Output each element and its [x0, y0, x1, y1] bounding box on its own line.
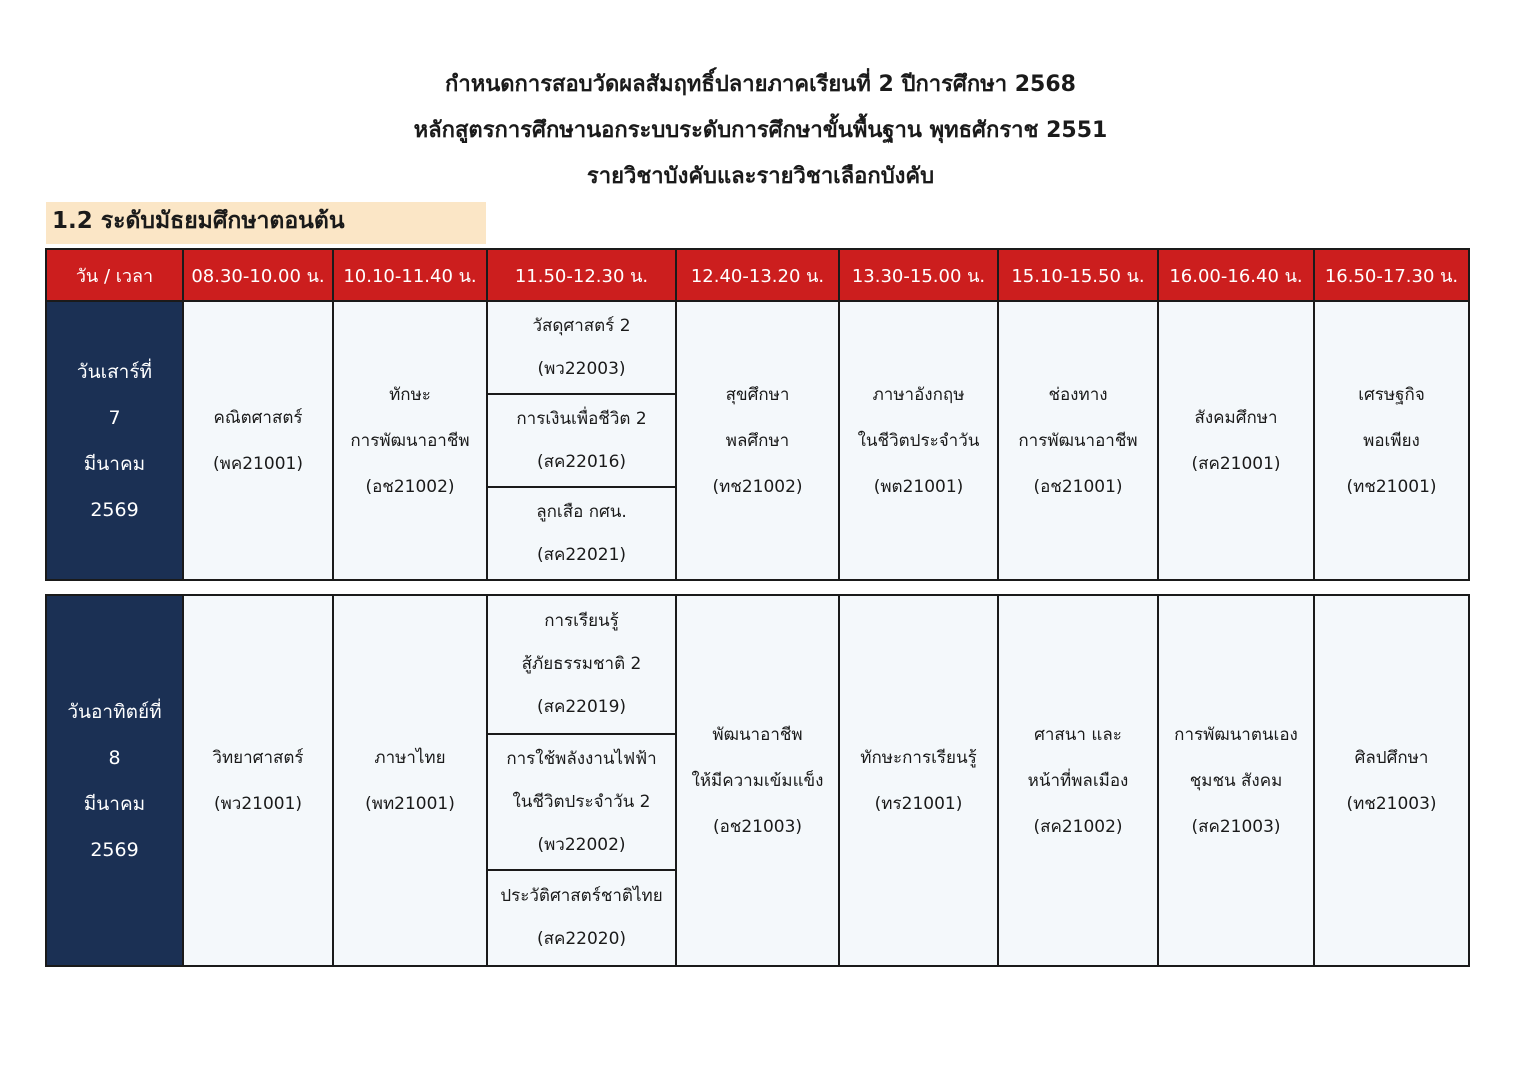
title-line-1: กำหนดการสอบวัดผลสัมฤทธิ์ปลายภาคเรียนที่ 2 ปีการศึกษา 2568 — [445, 72, 1076, 97]
schedule-day-1 — [45, 300, 1470, 581]
subject-cell: ภาษาอังกฤษ ในชีวิตประจำวัน (พต21001) — [839, 301, 998, 580]
header-slot-8: 16.50-17.30 น. — [1314, 249, 1469, 302]
subject-cell: ประวัติศาสตร์ชาติไทย (สค22020) — [487, 870, 676, 966]
subject-cell: พัฒนาอาชีพ ให้มีความเข้มแข็ง (อช21003) — [676, 595, 839, 966]
title-line-2: หลักสูตรการศึกษานอกระบบระดับการศึกษาขั้นพื้นฐาน พุทธศักราช 2551 — [413, 118, 1108, 143]
header-day-time: วัน / เวลา — [46, 249, 183, 302]
document-title-block — [0, 62, 1521, 200]
subject-cell: ทักษะ การพัฒนาอาชีพ (อช21002) — [333, 301, 487, 580]
header-slot-3: 11.50-12.30 น. — [487, 249, 676, 302]
subject-cell: ช่องทาง การพัฒนาอาชีพ (อช21001) — [998, 301, 1158, 580]
subject-cell: เศรษฐกิจ พอเพียง (ทช21001) — [1314, 301, 1469, 580]
day-cell: วันอาทิตย์ที่ 8 มีนาคม 2569 — [46, 595, 183, 966]
header-slot-6: 15.10-15.50 น. — [998, 249, 1158, 302]
header-slot-2: 10.10-11.40 น. — [333, 249, 487, 302]
header-slot-7: 16.00-16.40 น. — [1158, 249, 1314, 302]
subject-cell: ทักษะการเรียนรู้ (ทร21001) — [839, 595, 998, 966]
subject-cell: การใช้พลังงานไฟฟ้า ในชีวิตประจำวัน 2 (พว22002) — [487, 734, 676, 870]
subject-cell: การเรียนรู้ สู้ภัยธรรมชาติ 2 (สค22019) — [487, 595, 676, 734]
subject-cell: วิทยาศาสตร์ (พว21001) — [183, 595, 333, 966]
subject-cell: สังคมศึกษา (สค21001) — [1158, 301, 1314, 580]
subject-cell: การพัฒนาตนเอง ชุมชน สังคม (สค21003) — [1158, 595, 1314, 966]
subject-cell: ศิลปศึกษา (ทช21003) — [1314, 595, 1469, 966]
header-slot-1: 08.30-10.00 น. — [183, 249, 333, 302]
subject-cell: คณิตศาสตร์ (พค21001) — [183, 301, 333, 580]
header-slot-5: 13.30-15.00 น. — [839, 249, 998, 302]
day-cell: วันเสาร์ที่ 7 มีนาคม 2569 — [46, 301, 183, 580]
subject-cell: วัสดุศาสตร์ 2 (พว22003) — [487, 301, 676, 394]
header-slot-4: 12.40-13.20 น. — [676, 249, 839, 302]
subject-cell: การเงินเพื่อชีวิต 2 (สค22016) — [487, 394, 676, 487]
schedule-day-2 — [45, 594, 1470, 967]
section-label: 1.2 ระดับมัธยมศึกษาตอนต้น — [46, 202, 486, 244]
schedule-header — [45, 248, 1470, 303]
subject-cell: ลูกเสือ กศน. (สค22021) — [487, 487, 676, 580]
subject-cell: ภาษาไทย (พท21001) — [333, 595, 487, 966]
title-line-3: รายวิชาบังคับและรายวิชาเลือกบังคับ — [586, 164, 935, 189]
subject-cell: ศาสนา และ หน้าที่พลเมือง (สค21002) — [998, 595, 1158, 966]
subject-cell: สุขศึกษา พลศึกษา (ทช21002) — [676, 301, 839, 580]
